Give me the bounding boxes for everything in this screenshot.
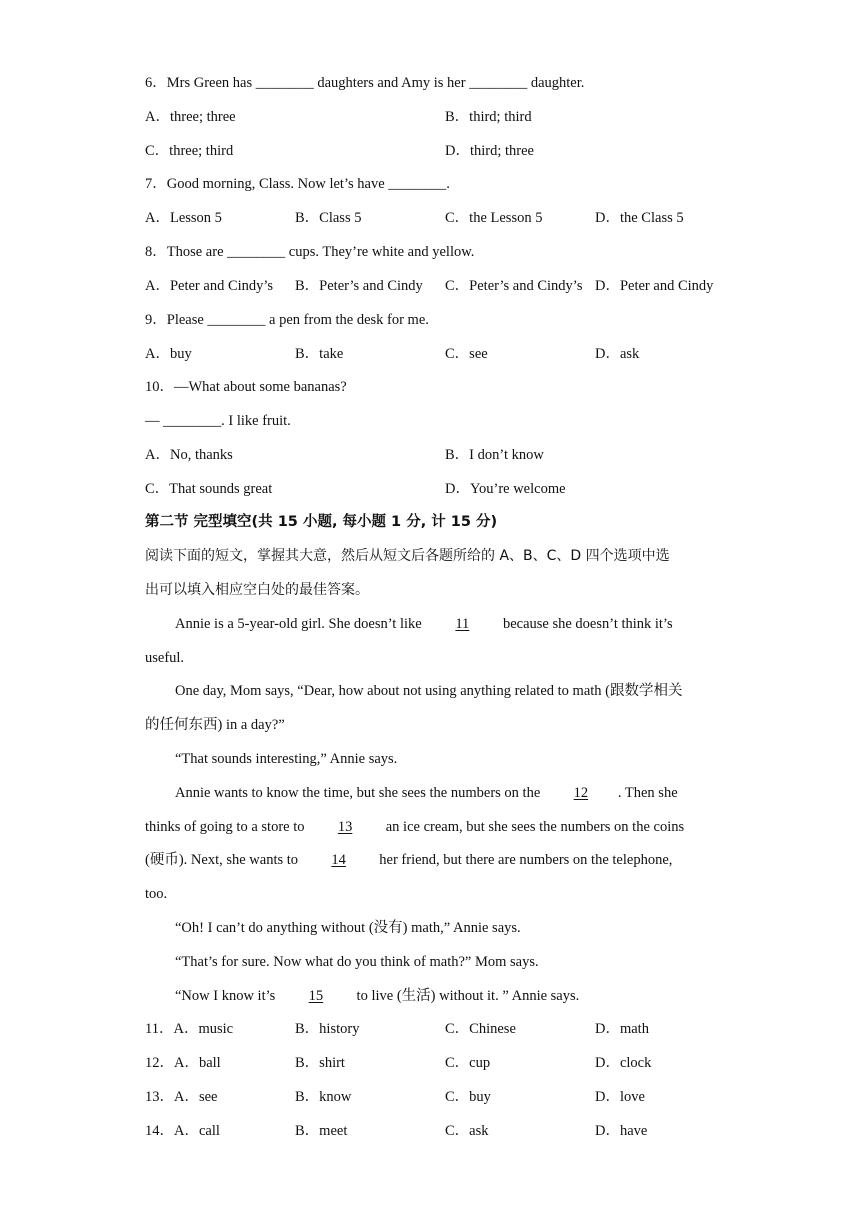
- question-number: 11．: [145, 1021, 174, 1037]
- option-b: B．meet: [295, 1123, 348, 1139]
- option-c: C．ask: [445, 1123, 489, 1139]
- passage-line: 的任何东西) in a day?”: [145, 717, 285, 733]
- passage-text: her friend, but there are numbers on the telephone,: [375, 852, 673, 868]
- option-a: A．three; three: [145, 109, 236, 125]
- passage-line: “That’s for sure. Now what do you think of math?” Mom says.: [175, 954, 539, 970]
- question-7-stem: [145, 174, 450, 194]
- stem-text: daughter.: [527, 75, 585, 91]
- option-b: B．Class 5: [295, 210, 362, 226]
- option-a: A．call: [174, 1123, 220, 1139]
- passage-text: to live (生活) without it. ” Annie says.: [352, 988, 580, 1004]
- option-a: A．buy: [145, 346, 192, 362]
- option-c: C．Peter’s and Cindy’s: [445, 278, 583, 294]
- passage-line: [175, 986, 579, 1006]
- answer-blank: ________: [227, 244, 286, 260]
- section-instructions: 阅读下面的短文，掌握其大意，然后从短文后各题所给的 A、B、C、D 四个选项中选: [145, 548, 670, 564]
- option-c: C．buy: [445, 1089, 491, 1105]
- question-8-stem: [145, 242, 474, 262]
- option-c: C．Chinese: [445, 1021, 516, 1037]
- question-number: 14．: [145, 1123, 174, 1139]
- option-a: A．No, thanks: [145, 447, 233, 463]
- passage-text: . Then she: [617, 785, 678, 801]
- question-9-stem: [145, 310, 429, 330]
- stem-text: . I like fruit.: [221, 413, 291, 429]
- option-b: B．take: [295, 346, 344, 362]
- passage-text: thinks of going to a store to: [145, 819, 309, 835]
- option-d: D．the Class 5: [595, 210, 684, 226]
- answer-blank: ________: [207, 312, 266, 328]
- option-c: C．cup: [445, 1055, 491, 1071]
- gap-14: 14: [331, 852, 346, 868]
- option-d: D．You’re welcome: [445, 481, 566, 497]
- option-row-12: [145, 1053, 221, 1073]
- option-row-13: [145, 1087, 218, 1107]
- option-d: D．math: [595, 1021, 649, 1037]
- question-10-stem: 10．—What about some bananas?: [145, 379, 347, 395]
- passage-text: Annie wants to know the time, but she sees the numbers on the: [175, 785, 544, 801]
- answer-blank: ________: [388, 176, 447, 192]
- option-d: D．clock: [595, 1055, 652, 1071]
- stem-text: 8．Those are: [145, 244, 228, 260]
- option-b: B．Peter’s and Cindy: [295, 278, 423, 294]
- option-b: B．know: [295, 1089, 352, 1105]
- passage-line: useful.: [145, 650, 185, 666]
- stem-text: 9．Please: [145, 312, 208, 328]
- option-b: B．third; third: [445, 109, 532, 125]
- option-d: D．ask: [595, 346, 640, 362]
- option-d: D．third; three: [445, 143, 534, 159]
- option-c: C．the Lesson 5: [445, 210, 543, 226]
- stem-text: —: [145, 413, 164, 429]
- stem-text: a pen from the desk for me.: [265, 312, 429, 328]
- option-c: C．That sounds great: [145, 481, 273, 497]
- passage-line: [175, 783, 678, 803]
- gap-15: 15: [308, 988, 324, 1004]
- passage-text: because she doesn’t think it’s: [499, 616, 673, 632]
- option-a: A．see: [174, 1089, 218, 1105]
- passage-line: too.: [145, 886, 168, 902]
- option-row-11: [145, 1019, 233, 1039]
- question-10-response: [145, 411, 291, 431]
- answer-blank: ________: [163, 413, 222, 429]
- question-number: 13．: [145, 1089, 174, 1105]
- passage-text: (硬币). Next, she wants to: [145, 852, 302, 868]
- option-d: D．Peter and Cindy: [595, 278, 714, 294]
- passage-line: [145, 850, 672, 870]
- passage-text: an ice cream, but she sees the numbers on the coins: [382, 819, 685, 835]
- gap-11: 11: [455, 616, 470, 632]
- passage-line: One day, Mom says, “Dear, how about not using anything related to math (跟数学相关: [175, 683, 683, 699]
- option-row-14: [145, 1121, 220, 1141]
- stem-text: cups. They’re white and yellow.: [285, 244, 475, 260]
- gap-12: 12: [573, 785, 589, 801]
- stem-text: .: [446, 176, 450, 192]
- gap-13: 13: [337, 819, 353, 835]
- section-title: 第二节 完型填空(共 15 小题, 每小题 1 分, 计 15 分): [145, 514, 498, 530]
- question-6-stem: [145, 73, 584, 93]
- answer-blank: ________: [255, 75, 314, 91]
- passage-text: “Now I know it’s: [175, 988, 279, 1004]
- option-b: B．I don’t know: [445, 447, 544, 463]
- stem-text: 7．Good morning, Class. Now let’s have: [145, 176, 389, 192]
- option-b: B．shirt: [295, 1055, 345, 1071]
- passage-line: “Oh! I can’t do anything without (没有) math,” Annie says.: [175, 920, 521, 936]
- option-a: A．Peter and Cindy’s: [145, 278, 274, 294]
- passage-line: “That sounds interesting,” Annie says.: [175, 751, 398, 767]
- option-a: A．ball: [174, 1055, 221, 1071]
- option-d: D．have: [595, 1123, 648, 1139]
- answer-blank: ________: [469, 75, 528, 91]
- option-c: C．three; third: [145, 143, 234, 159]
- stem-text: daughters and Amy is her: [313, 75, 470, 91]
- section-instructions-cont: 出可以填入相应空白处的最佳答案。: [145, 582, 369, 598]
- option-d: D．love: [595, 1089, 645, 1105]
- passage-line: [145, 817, 684, 837]
- option-a: A．music: [173, 1021, 234, 1037]
- option-b: B．history: [295, 1021, 360, 1037]
- stem-text: 6．Mrs Green has: [145, 75, 256, 91]
- question-number: 12．: [145, 1055, 174, 1071]
- option-c: C．see: [445, 346, 488, 362]
- passage-text: Annie is a 5-year-old girl. She doesn’t like: [175, 616, 426, 632]
- passage-line: [175, 614, 673, 634]
- option-a: A．Lesson 5: [145, 210, 222, 226]
